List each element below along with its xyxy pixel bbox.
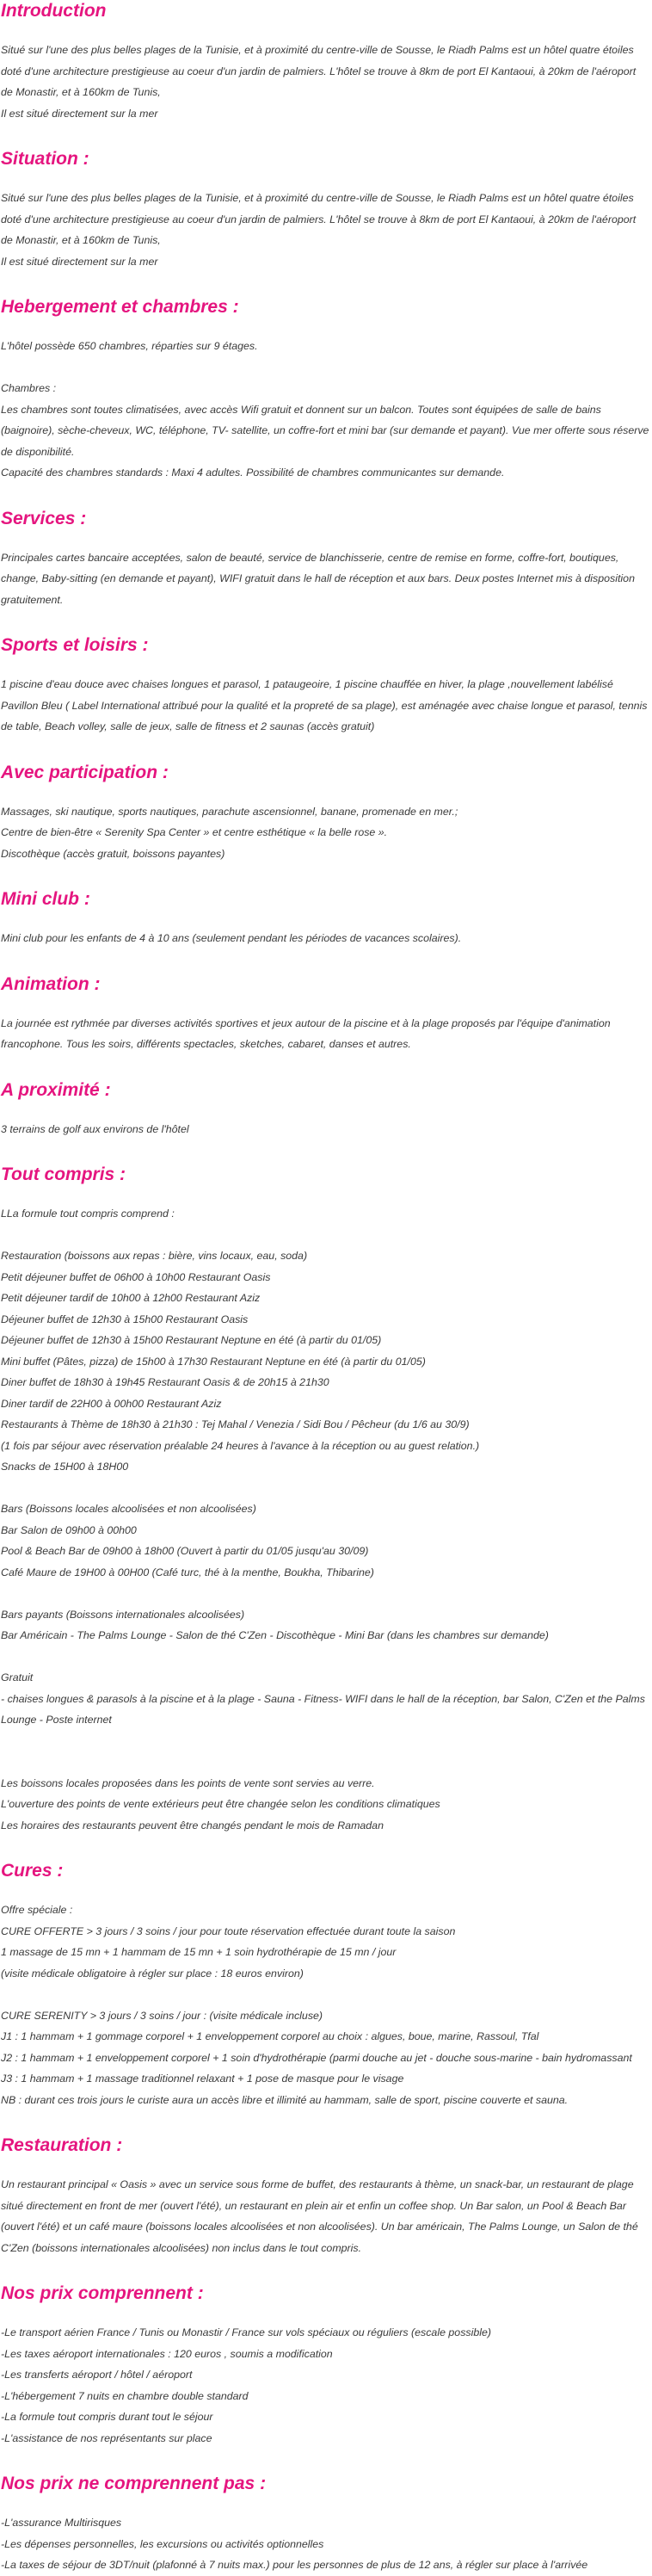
section-body: Massages, ski nautique, sports nautiques, parachute ascensionnel, banane, promenade en mer.; Centre de bien-être « Serenity Spa Center » et centre esthétique « la belle rose ». Discothèque (accès gratuit, boissons payantes): [1, 805, 458, 860]
section-body: La journée est rythmée par diverses activités sportives et jeux autour de la piscine et à la plage proposés par l'équipe d'animation francophone. Tous les soirs, différents spectacles, sketches, cabaret, danses et autres.: [1, 1016, 611, 1050]
section-services: [1, 508, 650, 611]
section-title: Avec participation :: [1, 762, 169, 782]
section-body: 3 terrains de golf aux environs de l'hôtel: [1, 1122, 189, 1135]
section-body: -Le transport aérien France / Tunis ou Monastir / France sur vols spéciaux ou réguliers (escale possible) -Les taxes aéroport internationales : 120 euros , soumis a modification -Les transferts aéroport / hôtel / aéroport -L'hébergement 7 nuits en chambre double standard -La formule tout compris durant tout le séjour -L'assistance de nos représentants sur place: [1, 2326, 491, 2444]
section-a-proximite: [1, 1079, 650, 1140]
section-title: Sports et loisirs :: [1, 635, 149, 655]
section-title: Hebergement et chambres :: [1, 297, 239, 317]
section-tout-compris: [1, 1164, 650, 1836]
section-mini-club: [1, 888, 650, 949]
section-title: Cures :: [1, 1861, 64, 1881]
section-restauration: [1, 2134, 650, 2258]
section-prix-ne-comprennent-pas: [1, 2473, 650, 2576]
section-situation: [1, 148, 650, 272]
section-introduction: [1, 0, 650, 124]
section-title: Restauration :: [1, 2135, 123, 2155]
section-title: Tout compris :: [1, 1164, 126, 1184]
section-title: A proximité :: [1, 1079, 111, 1100]
section-title: Situation :: [1, 149, 89, 169]
section-body: Un restaurant principal « Oasis » avec un service sous forme de buffet, des restaurants à thème, un snack-bar, un restaurant de plage situé directement en front de mer (ouvert l'été), un restaurant en plein air et enfin un coffee shop. Un Bar salon, un Pool & Beach Bar (ouvert l'été) et un café maure (boissons locales alcoolisées et non alcoolisées). Un bar américain, The Palms Lounge, un Salon de thé C'Zen (boissons internationales alcoolisées) non inclus dans le tout compris.: [1, 2178, 638, 2254]
section-title: Animation :: [1, 973, 101, 994]
section-avec-participation: [1, 762, 650, 865]
section-sports-loisirs: [1, 634, 650, 738]
section-body: -L'assurance Multirisques -Les dépenses personnelles, les excursions ou activités optionnelles -La taxes de séjour de 3DT/nuit (plafonné à 7 nuits max.) pour les personnes de plus de 12 ans, à régler sur place à l'arrivée: [1, 2517, 588, 2571]
section-body: LLa formule tout compris comprend : Restauration (boissons aux repas : bière, vins locaux, eau, soda) Petit déjeuner buffet de 06h00 à 10h00 Restaurant Oasis Petit déjeuner tardif de 10h00 à 12h00 Restaurant Aziz Déjeuner buffet de 12h30 à 15h00 Restaurant Oasis Déjeuner buffet de 12h30 à 15h00 Restaurant Neptune en été (à partir du 01/05) Mini buffet (Pâtes, pizza) de 15h00 à 17h30 Restaurant Neptune en été (à partir du 01/05) Diner buffet de 18h30 à 19h45 Restaurant Oasis & de 20h15 à 21h30 Diner tardif de 22H00 à 00h00 Restaurant Aziz Restaurants à Thème de 18h30 à 21h30 : Tej Mahal / Venezia / Sidi Bou / Pêcheur (du 1/6 au 30/9) (1 fois par séjour avec réservation préalable 24 heures à l'avance à la réception ou au guest relation.) Snacks de 15H00 à 18H00 Bars (Boissons locales alcoolisées et non alcoolisées) Bar Salon de 09h00 à 00h00 Pool & Beach Bar de 09h00 à 18h00 (Ouvert à partir du 01/05 jusqu'au 30/09) Café Maure de 19H00 à 00H00 (Café turc, thé à la menthe, Boukha, Thibarine) Bars payants (Boissons internationales alcoolisées) Bar Américain - The Palms Lounge - Salon de thé C'Zen - Discothèque - Mini Bar (dans les chambres sur demande) Gratuit - chaises longues & parasols à la piscine et à la plage - Sauna - Fitness- WIFI dans le hall de la réception, bar Salon, C'Zen et the Palms Lounge - Poste internet Les boissons locales proposées dans les points de vente sont servies au verre. L'ouverture des points de vente extérieurs peut être changée selon les conditions climatiques Les horaires des restaurants peuvent être changés pendant le mois de Ramadan: [1, 1208, 645, 1832]
section-title: Mini club :: [1, 889, 90, 909]
section-title: Introduction: [1, 1, 107, 21]
section-body: Situé sur l'une des plus belles plages de la Tunisie, et à proximité du centre-ville de Sousse, le Riadh Palms est un hôtel quatre étoiles doté d'une architecture prestigieuse au coeur d'un jardin de palmiers. L'hôtel se trouve à 8km de port El Kantaoui, à 20km de l'aéroport de Monastir, et à 160km de Tunis, Il est situé directement sur la mer: [1, 44, 637, 120]
section-body: 1 piscine d'eau douce avec chaises longues et parasol, 1 pataugeoire, 1 piscine chauffée en hiver, la plage ,nouvellement labélisé Pavillon Bleu ( Label International attribué pour la qualité et la propreté de sa plage), est aménagée avec chaise longue et parasol, tennis de table, Beach volley, salle de jeux, salle de fitness et 2 saunas (accès gratuit): [1, 678, 648, 732]
section-body: Mini club pour les enfants de 4 à 10 ans (seulement pendant les périodes de vacances scolaires).: [1, 932, 462, 944]
section-body: L'hôtel possède 650 chambres, réparties sur 9 étages. Chambres : Les chambres sont toutes climatisées, avec accès Wifi gratuit et donnent sur un balcon. Toutes sont équipées de salle de bains (baignoire), sèche-cheveux, WC, téléphone, TV- satellite, un coffre-fort et mini bar (sur demande et payant). Vue mer offerte sous réserve de disponibilité. Capacité des chambres standards : Maxi 4 adultes. Possibilité de chambres communicantes sur demande.: [1, 340, 649, 479]
section-body: Offre spéciale : CURE OFFERTE > 3 jours / 3 soins / jour pour toute réservation effectuée durant toute la saison 1 massage de 15 mn + 1 hammam de 15 mn + 1 soin hydrothérapie de 15 mn / jour (visite médicale obligatoire à régler sur place : 18 euros environ) CURE SERENITY > 3 jours / 3 soins / jour : (visite médicale incluse) J1 : 1 hammam + 1 gommage corporel + 1 enveloppement corporel au choix : algues, boue, marine, Rassoul, Tfal J2 : 1 hammam + 1 enveloppement corporel + 1 soin d'hydrothérapie (parmi douche au jet - douche sous-marine - bain hydromassant J3 : 1 hammam + 1 massage traditionnel relaxant + 1 pose de masque pour le visage NB : durant ces trois jours le curiste aura un accès libre et illimité au hammam, salle de sport, piscine couverte et sauna.: [1, 1904, 632, 2106]
section-body: Situé sur l'une des plus belles plages de la Tunisie, et à proximité du centre-ville de Sousse, le Riadh Palms est un hôtel quatre étoiles doté d'une architecture prestigieuse au coeur d'un jardin de palmiers. L'hôtel se trouve à 8km de port El Kantaoui, à 20km de l'aéroport de Monastir, et à 160km de Tunis, Il est situé directement sur la mer: [1, 192, 637, 268]
section-prix-comprennent: [1, 2283, 650, 2449]
section-title: Nos prix ne comprennent pas :: [1, 2474, 267, 2493]
section-hebergement: [1, 296, 650, 484]
section-title: Nos prix comprennent :: [1, 2283, 204, 2303]
section-animation: [1, 973, 650, 1055]
section-cures: [1, 1860, 650, 2110]
section-body: Principales cartes bancaire acceptées, salon de beauté, service de blanchisserie, centre de remise en forme, coffre-fort, boutiques, change, Baby-sitting (en demande et payant), WIFI gratuit dans le hall de réception et aux bars. Deux postes Internet mis à disposition gratuitement.: [1, 551, 635, 606]
section-title: Services :: [1, 508, 87, 528]
